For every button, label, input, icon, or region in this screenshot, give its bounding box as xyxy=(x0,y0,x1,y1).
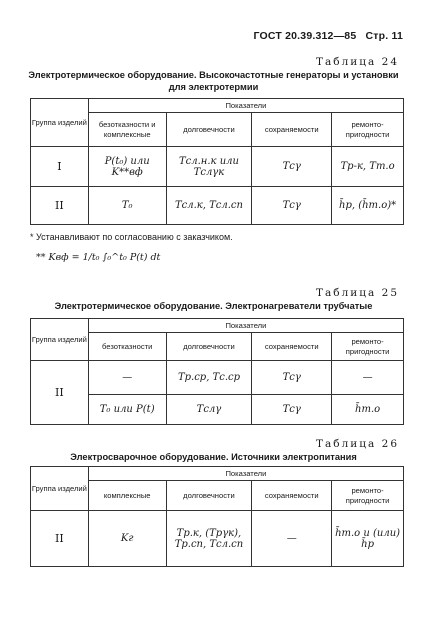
table-26-title: Электросварочное оборудование. Источники электропитания xyxy=(70,452,357,462)
t26-r0-c3: h̄т.о и (или) h̄р xyxy=(332,511,404,567)
t25-r0-c0: — xyxy=(88,361,166,395)
t26-col-0: комплексные xyxy=(88,481,166,511)
t24-r1-c3: h̄р, (h̄т.о)* xyxy=(332,187,404,225)
table-24-title-line2: для электротермии xyxy=(168,82,259,92)
t25-r1-c1: Tслγ xyxy=(166,395,252,425)
t24-r1-c1: Tсл.к, Tсл.сп xyxy=(166,187,252,225)
t25-r0-c1: Tр.ср, Tс.ср xyxy=(166,361,252,395)
t24-r1-c0: T₀ xyxy=(88,187,166,225)
t26-col-1: долговечности xyxy=(166,481,252,511)
t26-col-indicators: Показатели xyxy=(88,467,403,481)
t25-r1-c2: Tсγ xyxy=(252,395,332,425)
t26-r0-c2: — xyxy=(252,511,332,567)
table-25-number: Таблица 25 xyxy=(316,287,399,299)
table-24-title xyxy=(24,69,403,93)
t24-r0-c3: Tр-к, Tт.о xyxy=(332,147,404,187)
t25-col-0: безотказности xyxy=(88,333,166,361)
t24-r0-c2: Tсγ xyxy=(252,147,332,187)
t26-col-group: Группа изделий xyxy=(31,467,89,511)
t25-col-1: долговечности xyxy=(166,333,252,361)
t25-r0-c2: Tсγ xyxy=(252,361,332,395)
t24-r1-c2: Tсγ xyxy=(252,187,332,225)
table-24-title-line1: Электротермическое оборудование. Высокочастотные генераторы и установки xyxy=(28,70,399,80)
t24-col-3: ремонто-пригодности xyxy=(332,113,404,147)
table-row xyxy=(31,361,404,395)
t25-r1-c0: T₀ или P(t) xyxy=(88,395,166,425)
t24-r1-group: II xyxy=(31,187,89,225)
table-row xyxy=(31,187,404,225)
t25-r1-c3: h̄т.о xyxy=(332,395,404,425)
t25-col-3: ремонто-пригодности xyxy=(332,333,404,361)
table-row xyxy=(31,147,404,187)
t24-col-1: долговечности xyxy=(166,113,252,147)
t26-col-2: сохраняемости xyxy=(252,481,332,511)
footnote-formula: ** Kвф = 1/t₀ ∫₀^t₀ P(t) dt xyxy=(36,252,161,263)
gost-number: ГОСТ 20.39.312—85 xyxy=(253,30,357,42)
t25-col-group: Группа изделий xyxy=(31,319,89,361)
t25-r0-c3: — xyxy=(332,361,404,395)
t24-col-0: безотказности и комплексные xyxy=(88,113,166,147)
t25-r0-group: II xyxy=(31,361,89,425)
t25-col-2: сохраняемости xyxy=(252,333,332,361)
footnote-1: * Устанавливают по согласованию с заказчиком. xyxy=(30,232,233,242)
t24-col-group: Группа изделий xyxy=(31,99,89,147)
table-24-number: Таблица 24 xyxy=(316,56,399,68)
page-number: Стр. 11 xyxy=(365,30,403,42)
t24-r0-c1: Tсл.н.к или Tслγк xyxy=(166,147,252,187)
page-header xyxy=(247,30,403,42)
table-24 xyxy=(30,98,404,225)
t26-r0-group: II xyxy=(31,511,89,567)
t24-col-indicators: Показатели xyxy=(88,99,403,113)
table-25 xyxy=(30,318,404,425)
t26-r0-c1: Tр.к, (Tрγк), Tр.сп, Tсл.сп xyxy=(166,511,252,567)
table-25-title: Электротермическое оборудование. Электронагреватели трубчатые xyxy=(54,301,373,311)
t26-r0-c0: Kг xyxy=(88,511,166,567)
t25-col-indicators: Показатели xyxy=(88,319,403,333)
t24-r0-c0: P(t₀) или K**вф xyxy=(88,147,166,187)
t26-col-3: ремонто-пригодности xyxy=(332,481,404,511)
t24-col-2: сохраняемости xyxy=(252,113,332,147)
t24-r0-group: I xyxy=(31,147,89,187)
table-26-number: Таблица 26 xyxy=(316,438,399,450)
table-26 xyxy=(30,466,404,567)
table-row xyxy=(31,511,404,567)
